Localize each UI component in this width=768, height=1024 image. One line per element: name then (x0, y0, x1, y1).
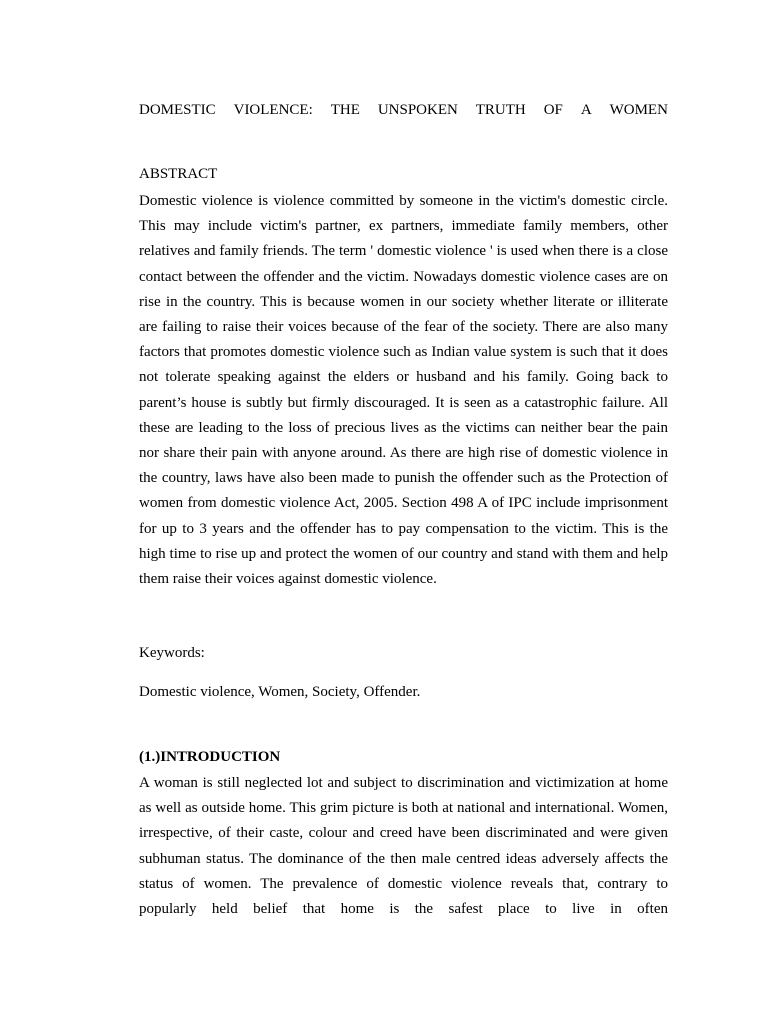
title-word: UNSPOKEN (377, 102, 458, 118)
title-word: TRUTH (475, 102, 526, 118)
title-word: WOMEN (609, 102, 668, 118)
title-word: DOMESTIC (139, 102, 216, 118)
title-word: OF (543, 102, 563, 118)
abstract-paragraph: Domestic violence is violence committed by someone in the victim's domestic circle. This may include victim's partner, ex partners, immediate family members, other relatives and family friends. The term ' domestic violence ' is used when there is a close contact between the offender and the victim. Nowadays domestic violence cases are on rise in the country. This is because women in our society whether literate or illiterate are failing to raise their voices because of the fear of the society. There are also many factors that promotes domestic violence such as Indian value system is such that it does not tolerate speaking against the elders or husband and his family. Going back to parent’s house is subtly but firmly discouraged. It is seen as a catastrophic failure. All these are leading to the loss of precious lives as the victims can neither bear the pain nor share their pain with anyone around. As there are high rise of domestic violence in the country, laws have also been made to punish the offender such as the Protection of women from domestic violence Act, 2005. Section 498 A of IPC include imprisonment for up to 3 years and the offender has to pay compensation to the victim. This is the high time to rise up and protect the women of our country and stand with them and help them raise their voices against domestic violence. (139, 193, 668, 588)
title-word: A (580, 102, 592, 118)
introduction-paragraph: A woman is still neglected lot and subject to discrimination and victimization at home as well as outside home. This grim picture is both at national and international. Women, irrespective, of their caste, colour and creed have been discriminated and were given subhuman status. The dominance of the then male centred ideas adversely affects the status of women. The prevalence of domestic violence reveals that, contrary to popularly held belief that home is the safest place to live in often (139, 775, 668, 918)
title-word: VIOLENCE: (233, 102, 313, 118)
abstract-heading: ABSTRACT (139, 166, 218, 182)
keywords-heading: Keywords: (139, 645, 205, 661)
introduction-heading: (1.)INTRODUCTION (139, 749, 281, 765)
document-title (139, 101, 668, 119)
title-word: THE (330, 102, 360, 118)
keywords-list: Domestic violence, Women, Society, Offender. (139, 684, 421, 700)
